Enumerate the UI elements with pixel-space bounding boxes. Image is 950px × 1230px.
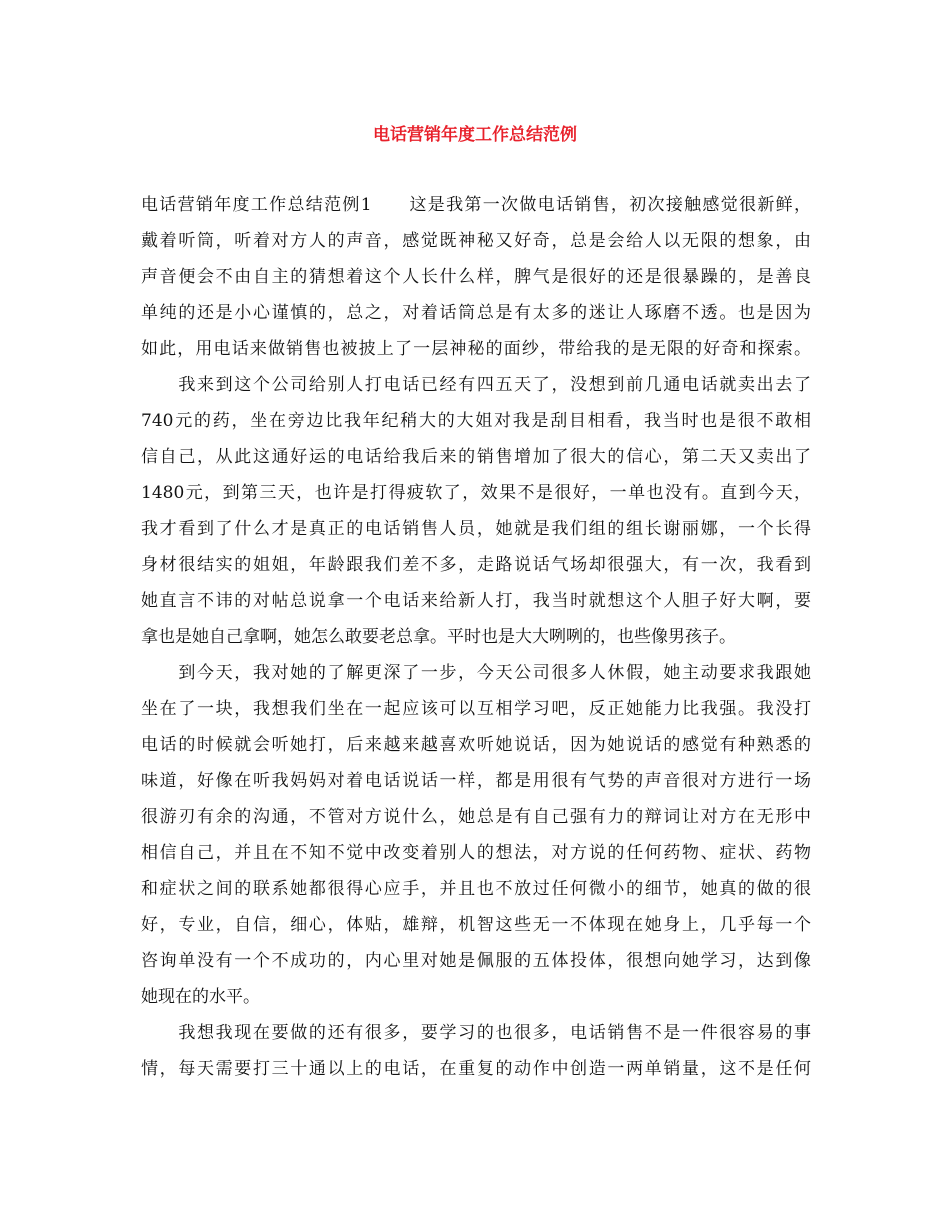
text-line: 味道，好像在听我妈妈对着电话说话一样，都是用很有气势的声音很对方进行一场 xyxy=(141,771,811,791)
text-line: 电话的时候就会听她打，后来越来越喜欢听她说话，因为她说话的感觉有种熟悉的 xyxy=(141,735,811,755)
document-title: 电话营销年度工作总结范例 xyxy=(373,125,577,145)
text-line: 坐在了一块，我想我们坐在一起应该可以互相学习吧，反正她能力比我强。我没打 xyxy=(141,699,811,719)
text-line: 和症状之间的联系她都很得心应手，并且也不放过任何微小的细节，她真的做的很 xyxy=(141,879,811,899)
text-line: 相信自己，并且在不知不觉中改变着别人的想法，对方说的任何药物、症状、药物 xyxy=(141,843,811,863)
text-line: 信自己，从此这通好运的电话给我后来的销售增加了很大的信心，第二天又卖出了 xyxy=(141,447,811,467)
text-line: 740元的药，坐在旁边比我年纪稍大的大姐对我是刮目相看，我当时也是很不敢相 xyxy=(141,411,811,431)
text-line: 她直言不讳的对帖总说拿一个电话来给新人打，我当时就想这个人胆子好大啊，要 xyxy=(141,591,811,611)
text-line: 情，每天需要打三十通以上的电话，在重复的动作中创造一两单销量，这不是任何 xyxy=(141,1059,811,1079)
text-line: 1480元，到第三天，也许是打得疲软了，效果不是很好，一单也没有。直到今天， xyxy=(141,483,811,503)
text-line: 我来到这个公司给别人打电话已经有四五天了，没想到前几通电话就卖出去了 xyxy=(141,375,811,395)
text-line: 很游刃有余的沟通，不管对方说什么，她总是有自己强有力的辩词让对方在无形中 xyxy=(141,807,811,827)
text-line: 到今天，我对她的了解更深了一步，今天公司很多人休假，她主动要求我跟她 xyxy=(141,663,811,683)
text-line: 咨询单没有一个不成功的，内心里对她是佩服的五体投体，很想向她学习，达到像 xyxy=(141,951,811,971)
text-line: 拿也是她自己拿啊，她怎么敢要老总拿。平时也是大大咧咧的，也些像男孩子。 xyxy=(141,627,736,647)
text-line: 如此，用电话来做销售也被披上了一层神秘的面纱，带给我的是无限的好奇和探索。 xyxy=(141,339,811,359)
document-body xyxy=(141,187,811,1087)
text-line: 她现在的水平。 xyxy=(141,987,260,1007)
text-line: 好，专业，自信，细心，体贴，雄辩，机智这些无一不体现在她身上，几乎每一个 xyxy=(141,915,811,935)
text-line: 声音便会不由自主的猜想着这个人长什么样，脾气是很好的还是很暴躁的，是善良 xyxy=(141,267,811,287)
text-line: 我想我现在要做的还有很多，要学习的也很多，电话销售不是一件很容易的事 xyxy=(141,1023,811,1043)
text-line: 我才看到了什么才是真正的电话销售人员，她就是我们组的组长谢丽娜，一个长得 xyxy=(141,519,811,539)
text-line: 戴着听筒，听着对方人的声音，感觉既神秘又好奇，总是会给人以无限的想象，由 xyxy=(141,231,811,251)
text-line: 电话营销年度工作总结范例1 这是我第一次做电话销售，初次接触感觉很新鲜， xyxy=(141,195,811,215)
text-line: 身材很结实的姐姐，年龄跟我们差不多，走路说话气场却很强大，有一次，我看到 xyxy=(141,555,811,575)
text-line: 单纯的还是小心谨慎的，总之，对着话筒总是有太多的迷让人琢磨不透。也是因为 xyxy=(141,303,811,323)
